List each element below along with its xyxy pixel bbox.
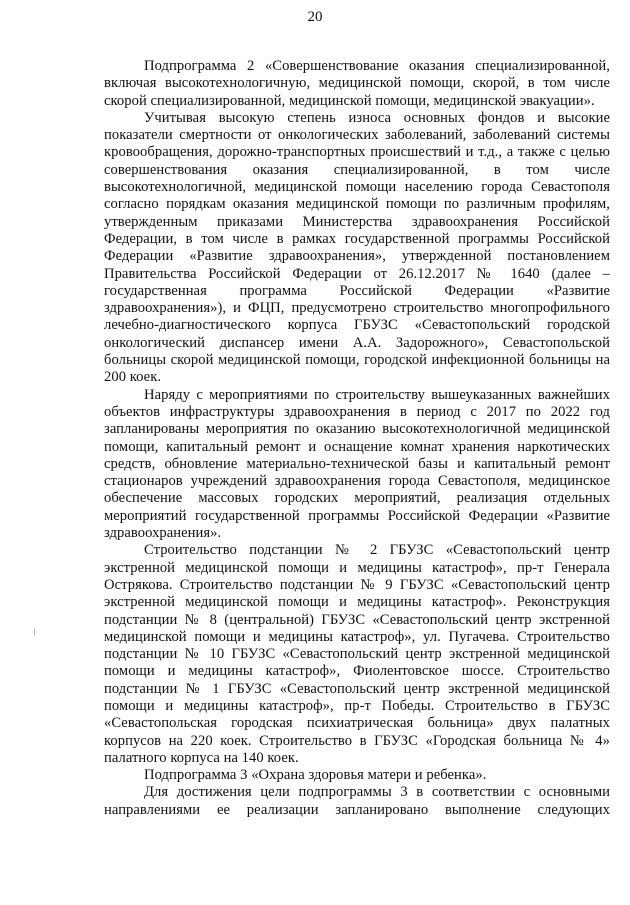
paragraph-subprogram-3-intro: Для достижения цели подпрограммы 3 в соответствии с основными направлениями ее реализации запланировано выполнение следующих <box>104 784 610 818</box>
paragraph-subprogram-3-title: Подпрограмма 3 «Охрана здоровья матери и ребенка». <box>144 767 487 784</box>
document-body <box>104 58 610 819</box>
page-number: 20 <box>307 9 323 25</box>
paragraph-substation-construction: Строительство подстанции № 2 ГБУЗС «Севастопольский центр экстренной медицинской помощи и медицины катастроф», пр-т Генерала Острякова. Строительство подстанции № 9 ГБУЗС «Севастопольский центр экстренной медицинской помощи и медицины катастроф». Реконструкция подстанции № 8 (центральной) ГБУЗС «Севастопольский центр экстренной медицинской помощи и медицины катастроф», ул. Пугачева. Строительство подстанции № 10 ГБУЗС «Севастопольский центр экстренной медицинской помощи и медицины катастроф», Фиолентовское шоссе. Строительство подстанции № 1 ГБУЗС «Севастопольский центр экстренной медицинской помощи и медицины катастроф», пр-т Победы. Строительство в ГБУЗС «Севастопольская городская психиатрическая больница» двух палатных корпусов на 220 коек. Строительство в ГБУЗС «Городская больница № 4» палатного корпуса на 140 коек. <box>104 542 610 766</box>
paragraph-construction-rationale: Учитывая высокую степень износа основных фондов и высокие показатели смертности от онкологических заболеваний, заболеваний системы кровообращения, дорожно-транспортных происшествий и т.д., а также с целью совершенствования оказания специализированной, в том числе высокотехнологичной, медицинской помощи населению города Севастополя согласно порядкам оказания медицинской помощи по различным профилям, утвержденным приказами Министерства здравоохранения Российской Федерации, в том числе в рамках государственной программы Российской Федерации «Развитие здравоохранения», утвержденной постановлением Правительства Российской Федерации от 26.12.2017 № 1640 (далее – государственная программа Российской Федерации «Развитие здравоохранения»), и ФЦП, предусмотрено строительство многопрофильного лечебно-диагностического корпуса ГБУЗС «Севастопольский городской онкологический диспансер имени А.А. Задорожного», Севастопольской больницы скорой медицинской помощи, городской инфекционной больницы на 200 коек. <box>104 109 610 386</box>
paragraph-subprogram-2-title: Подпрограмма 2 «Совершенствование оказания специализированной, включая высокотехнологичную, медицинской помощи, скорой, в том числе скорой специализированной, медицинской помощи, медицинской эвакуации». <box>104 58 610 109</box>
paragraph-planned-measures: Наряду с мероприятиями по строительству вышеуказанных важнейших объектов инфраструктуры здравоохранения в период с 2017 по 2022 год запланированы мероприятия по оказанию высокотехнологичной медицинской помощи, капитальный ремонт и оснащение комнат хранения наркотических средств, обновление материально-технической базы и капитальный ремонт стационаров учреждений здравоохранения города Севастополя, медицинское обеспечение массовых городских мероприятий, реализация отдельных мероприятий государственной программы Российской Федерации «Развитие здравоохранения». <box>104 386 610 542</box>
scan-edge-mark <box>34 628 35 636</box>
